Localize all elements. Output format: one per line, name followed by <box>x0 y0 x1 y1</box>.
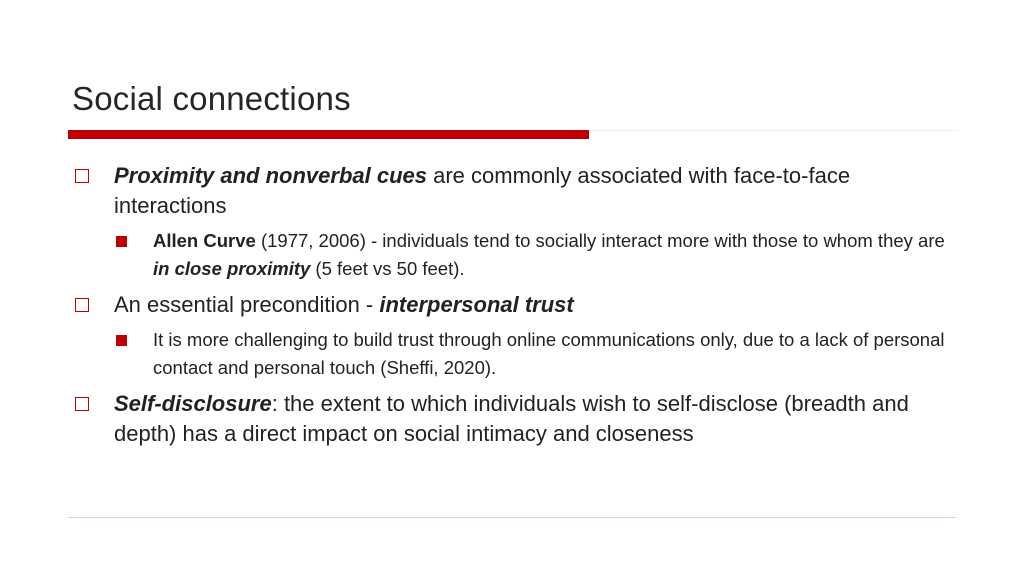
title-underline-accent <box>68 130 589 139</box>
bullet-proximity <box>114 161 944 221</box>
hollow-square-bullet-icon <box>75 169 89 183</box>
bullet-term: Allen Curve <box>153 230 256 251</box>
slide-title: Social connections <box>72 80 351 117</box>
bullet-text: : the extent to which individuals wish to self-disclose (breadth and depth) has a direct impact on social intimacy and closeness <box>114 391 909 446</box>
bullet-precondition <box>114 290 944 320</box>
title-underline-thin <box>589 130 959 131</box>
bullet-text: (1977, 2006) - individuals tend to socially interact more with those to whom they are <box>255 230 945 251</box>
hollow-square-bullet-icon <box>75 298 89 312</box>
bullet-text: (5 feet vs 50 feet). <box>310 258 465 279</box>
filled-square-bullet-icon <box>116 236 127 247</box>
bullet-text: are commonly associated with face-to-face interactions <box>114 163 851 218</box>
bullet-self-disclosure <box>114 389 944 449</box>
bullet-text: It is more challenging to build trust through online communications only, due to a lack of personal contact and personal touch (Sheffi, 2020). <box>153 329 945 378</box>
bullet-emphasis: interpersonal trust <box>379 292 574 317</box>
footer-divider <box>68 517 956 518</box>
bullet-text: An essential precondition - <box>114 292 380 317</box>
bullet-emphasis: Proximity and nonverbal cues <box>114 163 427 188</box>
bullet-emphasis: Self-disclosure <box>114 391 272 416</box>
hollow-square-bullet-icon <box>75 397 89 411</box>
filled-square-bullet-icon <box>116 335 127 346</box>
subbullet-allen-curve <box>153 227 953 283</box>
subbullet-trust-online <box>153 326 953 382</box>
bullet-emphasis: in close proximity <box>153 258 311 279</box>
